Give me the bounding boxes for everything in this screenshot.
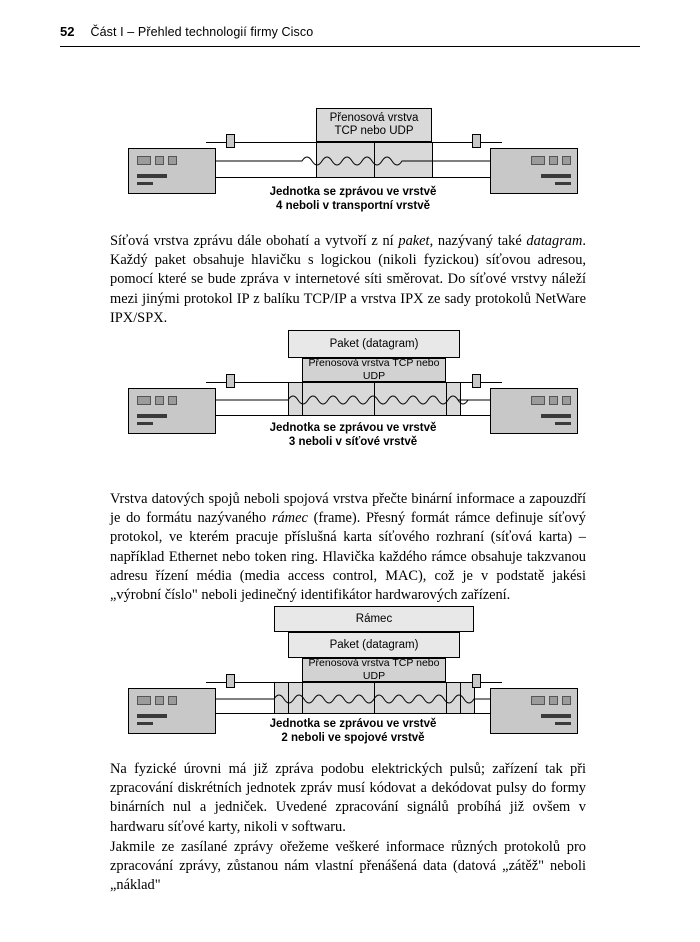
layer-box-transport (316, 108, 432, 142)
caption-line-2: 2 neboli ve spojové vrstvě (281, 731, 425, 744)
chip-icon (549, 396, 558, 405)
layer-label-frame: Rámec (355, 612, 393, 625)
page-header (60, 24, 640, 39)
chip-icon (168, 696, 177, 705)
left-card-connector (226, 374, 235, 388)
signal-wave-icon (206, 690, 502, 708)
header-divider (60, 46, 640, 47)
layer-label-line1: Přenosová vrstva (329, 112, 419, 124)
chip-icon (168, 156, 177, 165)
chip-icon (549, 156, 558, 165)
chip-icon (549, 696, 558, 705)
chip-icon (531, 396, 545, 405)
caption-line-2: 3 neboli v síťové vrstvě (288, 435, 418, 448)
p1-text-1: Síťová vrstva zprávu dále obohatí a vytvoří z ní (110, 233, 399, 249)
figure-network-layer (110, 330, 596, 450)
paragraph-payload: Jakmile ze zasílané zprávy ořežeme veškeré informace různých protokolů pro zpracování zprávy, zůstanou nám vlastní přenášená data (datová „zátěž" neboli „náklad" (110, 839, 586, 894)
chip-icon (562, 696, 571, 705)
connector-bar-icon (137, 174, 167, 178)
caption-line-1: Jednotka se zprávou ve vrstvě (269, 718, 437, 730)
connector-bar-icon (137, 414, 167, 418)
figure-transport-layer (110, 108, 596, 220)
p1-emph-paket: paket (398, 233, 430, 249)
layer-box-frame (274, 606, 474, 632)
paragraph-network-layer (110, 232, 586, 328)
chip-icon (137, 696, 151, 705)
layer-box-packet (288, 330, 460, 358)
layer-label-line2: TCP nebo UDP (334, 125, 414, 137)
layer-label-transport: Přenosová vrstva TCP nebo UDP (308, 657, 440, 682)
p1-emph-datagram: datagram (526, 233, 583, 249)
chip-icon (531, 156, 545, 165)
caption-line-1: Jednotka se zprávou ve vrstvě (269, 186, 437, 198)
chip-icon (155, 696, 164, 705)
figure-caption (110, 718, 596, 745)
p1-text-2: , nazývaný také (429, 233, 527, 249)
chip-icon (531, 696, 545, 705)
figure-caption (110, 186, 596, 213)
chip-icon (155, 396, 164, 405)
chip-icon (155, 156, 164, 165)
figure-datalink-layer (110, 606, 596, 746)
p2-emph-ramec: rámec (271, 510, 308, 527)
left-card-connector (226, 674, 235, 688)
right-card-connector (472, 674, 481, 688)
chip-icon (137, 156, 151, 165)
signal-wave-icon (206, 152, 502, 170)
figure-caption (110, 422, 596, 449)
layer-box-transport (302, 358, 446, 382)
caption-line-2: 4 neboli v transportní vrstvě (275, 199, 430, 212)
right-card-connector (472, 134, 481, 148)
signal-wave-icon (206, 391, 502, 409)
layer-box-transport (302, 658, 446, 682)
connector-bar-icon (555, 182, 571, 185)
p2-text-2: (frame). Přesný formát rámce definuje síťový protokol, ve kterém pracuje příslušná karta síťového rozhraní (síťová karta) – například Ethernet nebo token ring. Hlavička každého rámce obsahuje takzvanou adresu řízení média (media access control, MAC), což je v podstatě jakési „výrobní číslo" neboli jedinečný identifikátor hardwarových zařízení. (110, 510, 586, 604)
p2-text-1: Vrstva datových spojů neboli spojová vrstva přečte binární informace a zapouzdří je do formátu nazývaného (110, 491, 586, 527)
layer-box-packet (288, 632, 460, 658)
layer-label-packet: Paket (datagram) (329, 638, 419, 651)
chip-icon (562, 156, 571, 165)
chip-icon (562, 396, 571, 405)
layer-label-transport: Přenosová vrstva TCP nebo UDP (308, 357, 440, 382)
caption-line-1: Jednotka se zprávou ve vrstvě (269, 422, 437, 434)
paragraph-datalink-layer (110, 490, 586, 605)
paragraph-physical-layer: Na fyzické úrovni má již zpráva podobu elektrických pulsů; zařízení tak při zpracování diskrétních jednotek zpráv musí kódovat a dekódovat pulsy do formy binárních nul a jedniček. Uvedené zpracování signálů probíhá již ovšem v hardwaru síťové karty, nikoli v softwaru. (110, 761, 586, 835)
connector-bar-icon (137, 182, 153, 185)
connector-bar-icon (541, 174, 571, 178)
connector-bar-icon (541, 414, 571, 418)
layer-label-packet: Paket (datagram) (329, 337, 419, 350)
right-card-connector (472, 374, 481, 388)
chip-icon (137, 396, 151, 405)
chip-icon (168, 396, 177, 405)
page-number: 52 (60, 24, 75, 39)
p1-text-3: . Každý paket obsahuje hlavičku s logickou (nikoli fyzickou) síťovou adresou, pomocí které se bude zpráva v internetové síti směrovat. Do síťové vrstvy náleží mezi jinými protokol IP z balíku TCP/IP a vrstva IPX ze sady protokolů NetWare IPX/SPX. (110, 233, 586, 326)
left-card-connector (226, 134, 235, 148)
header-title: Část I – Přehled technologií firmy Cisco (90, 25, 314, 39)
